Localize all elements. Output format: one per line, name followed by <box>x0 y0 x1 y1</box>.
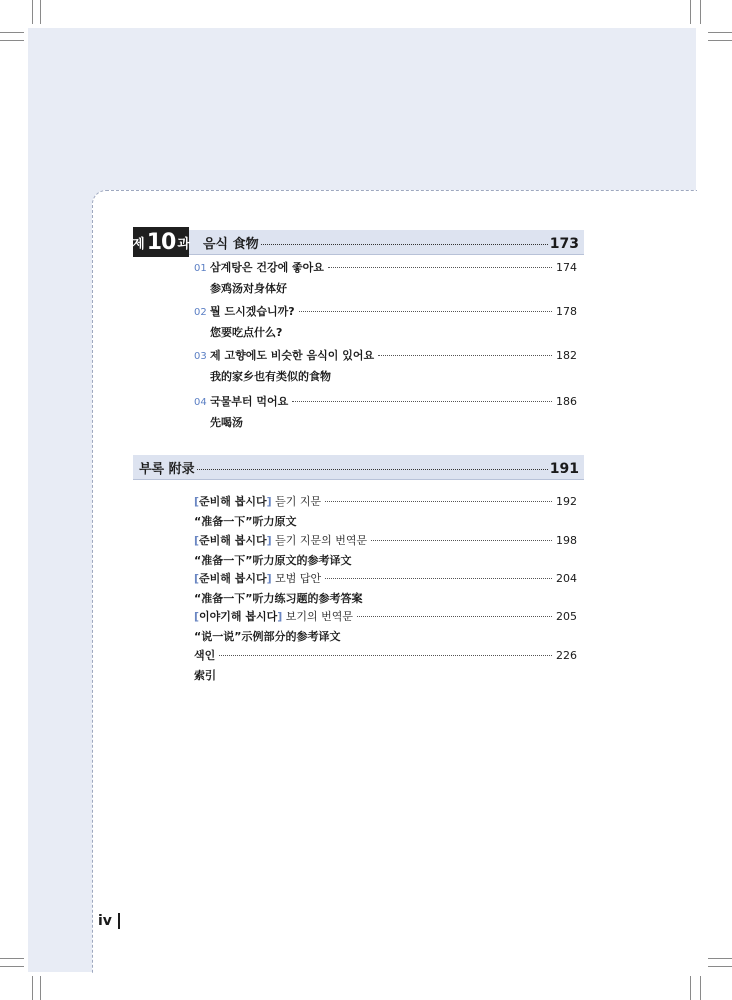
appendix-item-page: 198 <box>556 534 577 547</box>
lesson-title-zh: 您要吃点什么? <box>210 326 283 339</box>
index-title-ko: 색인 <box>194 649 216 662</box>
appendix-item-ko: 듣기 지문 <box>275 495 322 508</box>
leader-dots <box>197 469 548 470</box>
chapter-suffix: 과 <box>177 236 190 252</box>
appendix-item-ko: 모범 답안 <box>275 572 322 585</box>
leader-dots <box>261 244 548 245</box>
toc-appendix-2[interactable] <box>194 533 577 569</box>
appendix-item-zh: “准备一下”听力原文 <box>194 515 297 528</box>
toc-appendix-4[interactable] <box>194 609 577 645</box>
crop-mark <box>708 958 732 959</box>
crop-mark <box>32 976 33 1000</box>
lesson-page: 182 <box>556 349 577 362</box>
bracket-open: [ <box>194 572 200 585</box>
bracket-open: [ <box>194 495 200 508</box>
toc-lesson-2[interactable] <box>194 304 577 341</box>
appendix-item-ko: 듣기 지문의 번역문 <box>275 534 368 547</box>
bracket-open: [ <box>194 610 200 623</box>
toc-lesson-4[interactable] <box>194 394 577 431</box>
folio-number: iv <box>98 913 112 929</box>
lesson-number: 02 <box>194 307 207 318</box>
toc-appendix-1[interactable] <box>194 494 577 530</box>
lesson-title-zh: 参鸡汤对身体好 <box>210 282 287 295</box>
lesson-number: 04 <box>194 397 207 408</box>
index-page: 226 <box>556 649 577 662</box>
leader-dots <box>357 616 552 617</box>
leader-dots <box>328 267 552 268</box>
crop-mark <box>690 0 691 24</box>
bracket-close: ] <box>266 495 272 508</box>
index-title-zh: 索引 <box>194 669 216 682</box>
appendix-title-row[interactable] <box>139 458 579 477</box>
bracket-close: ] <box>266 572 272 585</box>
appendix-tag: 준비해 봅시다 <box>199 495 267 508</box>
lesson-number: 03 <box>194 351 207 362</box>
chapter-page: 173 <box>549 236 579 252</box>
lesson-title-ko: 제 고향에도 비슷한 음식이 있어요 <box>210 349 375 362</box>
appendix-page: 191 <box>549 461 579 477</box>
leader-dots <box>299 311 552 312</box>
chapter-title: 음식 食物 <box>203 237 259 252</box>
appendix-item-zh: “准备一下”听力原文的参考译文 <box>194 554 352 567</box>
bracket-close: ] <box>277 610 283 623</box>
appendix-tag: 준비해 봅시다 <box>199 572 267 585</box>
crop-mark <box>708 966 732 967</box>
page-folio <box>98 913 120 929</box>
lesson-title-ko: 뭘 드시겠습니까? <box>210 305 295 318</box>
appendix-item-zh: “说一说”示例部分的参考译文 <box>194 630 341 643</box>
toc-appendix-3[interactable] <box>194 571 577 607</box>
crop-mark <box>708 32 732 33</box>
lesson-title-ko: 삼계탕은 건강에 좋아요 <box>210 261 324 274</box>
leader-dots <box>371 540 552 541</box>
appendix-title: 부록 附录 <box>139 462 195 477</box>
lesson-page: 186 <box>556 395 577 408</box>
toc-lesson-1[interactable] <box>194 260 577 297</box>
lesson-title-ko: 국물부터 먹어요 <box>210 395 289 408</box>
folio-bar <box>118 913 120 929</box>
chapter-title-row[interactable] <box>203 233 579 252</box>
appendix-item-zh: “准备一下”听力练习题的参考答案 <box>194 592 363 605</box>
bracket-open: [ <box>194 534 200 547</box>
leader-dots <box>219 655 552 656</box>
leader-dots <box>325 501 552 502</box>
crop-mark <box>40 976 41 1000</box>
crop-mark <box>700 0 701 24</box>
leader-dots <box>292 401 552 402</box>
chapter-number: 10 <box>146 229 176 255</box>
toc-lesson-3[interactable] <box>194 348 577 385</box>
crop-mark <box>32 0 33 24</box>
crop-mark <box>0 40 24 41</box>
lesson-number: 01 <box>194 263 207 274</box>
appendix-item-ko: 보기의 번역문 <box>285 610 354 623</box>
appendix-item-page: 204 <box>556 572 577 585</box>
leader-dots <box>378 355 552 356</box>
lesson-title-zh: 我的家乡也有类似的食物 <box>210 370 331 383</box>
appendix-tag: 이야기해 봅시다 <box>199 610 278 623</box>
leader-dots <box>325 578 552 579</box>
bracket-close: ] <box>266 534 272 547</box>
lesson-page: 174 <box>556 261 577 274</box>
crop-mark <box>708 40 732 41</box>
chapter-badge <box>133 227 189 257</box>
chapter-prefix: 제 <box>132 236 145 252</box>
crop-mark <box>690 976 691 1000</box>
crop-mark <box>0 32 24 33</box>
toc-index[interactable] <box>194 648 577 684</box>
crop-mark <box>700 976 701 1000</box>
appendix-item-page: 205 <box>556 610 577 623</box>
appendix-tag: 준비해 봅시다 <box>199 534 267 547</box>
crop-mark <box>0 966 24 967</box>
lesson-title-zh: 先喝汤 <box>210 416 243 429</box>
crop-mark <box>0 958 24 959</box>
crop-mark <box>40 0 41 24</box>
lesson-page: 178 <box>556 305 577 318</box>
appendix-item-page: 192 <box>556 495 577 508</box>
